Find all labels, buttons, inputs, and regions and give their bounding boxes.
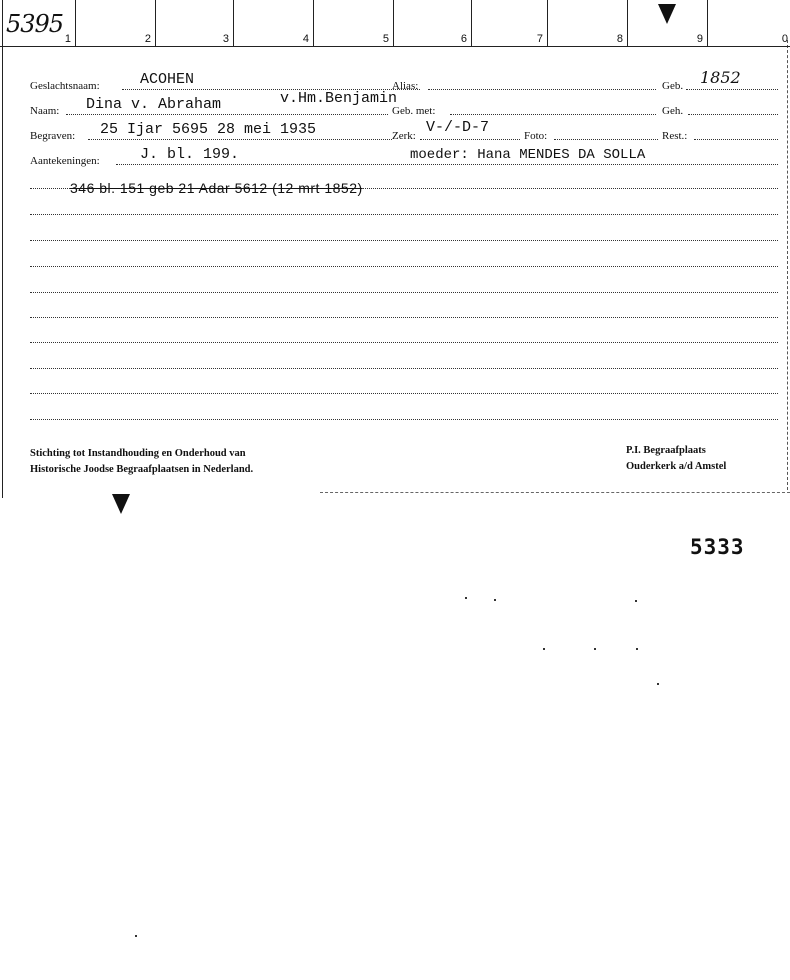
begraven-value: 25 Ijar 5695 28 mei 1935 [100, 121, 317, 138]
strip-cell-10 [708, 0, 790, 47]
scan-speck [636, 648, 638, 650]
geb-label: Geb. [662, 80, 684, 92]
alias-line [428, 89, 656, 90]
column-number: 6 [460, 33, 467, 45]
alias-label: Alias: [392, 80, 419, 92]
aantekeningen-label: Aantekeningen: [30, 155, 100, 167]
row-aantekeningen [30, 147, 780, 167]
strip-cell-6 [394, 0, 472, 47]
scan-speck [135, 935, 137, 937]
geslachtsnaam-value: ACOHEN [140, 71, 195, 88]
rest-line [694, 139, 778, 140]
blank-line [30, 266, 778, 267]
foundation-line-1: Stichting tot Instandhouding en Onderhoud van [30, 448, 246, 459]
foto-label: Foto: [524, 130, 548, 142]
blank-line [30, 292, 778, 293]
strip-cell-1 [0, 0, 76, 47]
zerk-value: V-/-D-7 [426, 119, 490, 136]
column-number: 7 [536, 33, 543, 45]
column-number: 0 [781, 33, 788, 45]
zerk-label: Zerk: [392, 130, 416, 142]
naam-label: Naam: [30, 105, 60, 117]
stamped-number: 5333 [690, 535, 745, 559]
handwritten-card-number: 5395 [6, 10, 64, 38]
triangle-marker-icon [658, 4, 676, 24]
geb-line [686, 89, 778, 90]
column-number: 9 [696, 33, 703, 45]
scan-speck [594, 648, 596, 650]
aantekeningen-note: moeder: Hana MENDES DA SOLLA [410, 147, 646, 163]
begraven-line [88, 139, 392, 140]
geb-handwritten-value: 1852 [700, 68, 741, 87]
scan-speck [657, 683, 659, 685]
foundation-footer [30, 446, 253, 478]
geslachtsnaam-label: Geslachtsnaam: [30, 80, 100, 92]
column-number: 1 [64, 33, 71, 45]
strip-cell-2 [76, 0, 156, 47]
blank-line [30, 240, 778, 241]
cemetery-line-1: P.I. Begraafplaats [626, 445, 706, 456]
triangle-marker-icon [112, 494, 130, 514]
scan-speck [465, 597, 467, 599]
strip-cell-7 [472, 0, 548, 47]
geh-line [688, 114, 778, 115]
column-number: 5 [382, 33, 389, 45]
foto-line [554, 139, 658, 140]
rest-label: Rest.: [662, 130, 688, 142]
begraven-label: Begraven: [30, 130, 76, 142]
strip-cell-5 [314, 0, 394, 47]
column-number: 2 [144, 33, 151, 45]
cemetery-footer [626, 443, 726, 475]
geh-label: Geh. [662, 105, 684, 117]
aantekeningen-value: J. bl. 199. [140, 146, 240, 163]
naam-value: Dina v. Abraham [86, 96, 222, 113]
naam-extra-value: v.Hm.Benjamin [280, 90, 398, 107]
column-number: 4 [302, 33, 309, 45]
blank-line [30, 393, 778, 394]
aantekeningen-line [116, 164, 778, 165]
foundation-line-2: Historische Joodse Begraafplaatsen in Nederland. [30, 464, 254, 475]
strip-cell-3 [156, 0, 234, 47]
zerk-line [420, 139, 520, 140]
naam-line [66, 114, 388, 115]
row-naam [30, 90, 780, 117]
blank-line [30, 342, 778, 343]
card-bottom-edge [320, 492, 790, 493]
blank-line [30, 368, 778, 369]
column-number: 8 [616, 33, 623, 45]
geb-met-line [450, 114, 656, 115]
blank-line [30, 419, 778, 420]
geb-met-label: Geb. met: [392, 105, 436, 117]
scan-speck [494, 599, 496, 601]
card-right-border [787, 40, 788, 490]
column-number: 3 [222, 33, 229, 45]
number-strip [0, 0, 790, 47]
cemetery-line-2: Ouderkerk a/d Amstel [626, 461, 727, 472]
row-geslachtsnaam [30, 68, 780, 92]
struck-note: 346 bl. 151 geb 21 Adar 5612 (12 mrt 1852) [70, 180, 363, 196]
card-left-border [2, 0, 3, 498]
blank-line [30, 214, 778, 215]
blank-line [30, 317, 778, 318]
strip-cell-8 [548, 0, 628, 47]
strip-cell-4 [234, 0, 314, 47]
strip-cell-9 [628, 0, 708, 47]
scan-speck [635, 600, 637, 602]
row-begraven [30, 119, 780, 142]
scan-speck [543, 648, 545, 650]
